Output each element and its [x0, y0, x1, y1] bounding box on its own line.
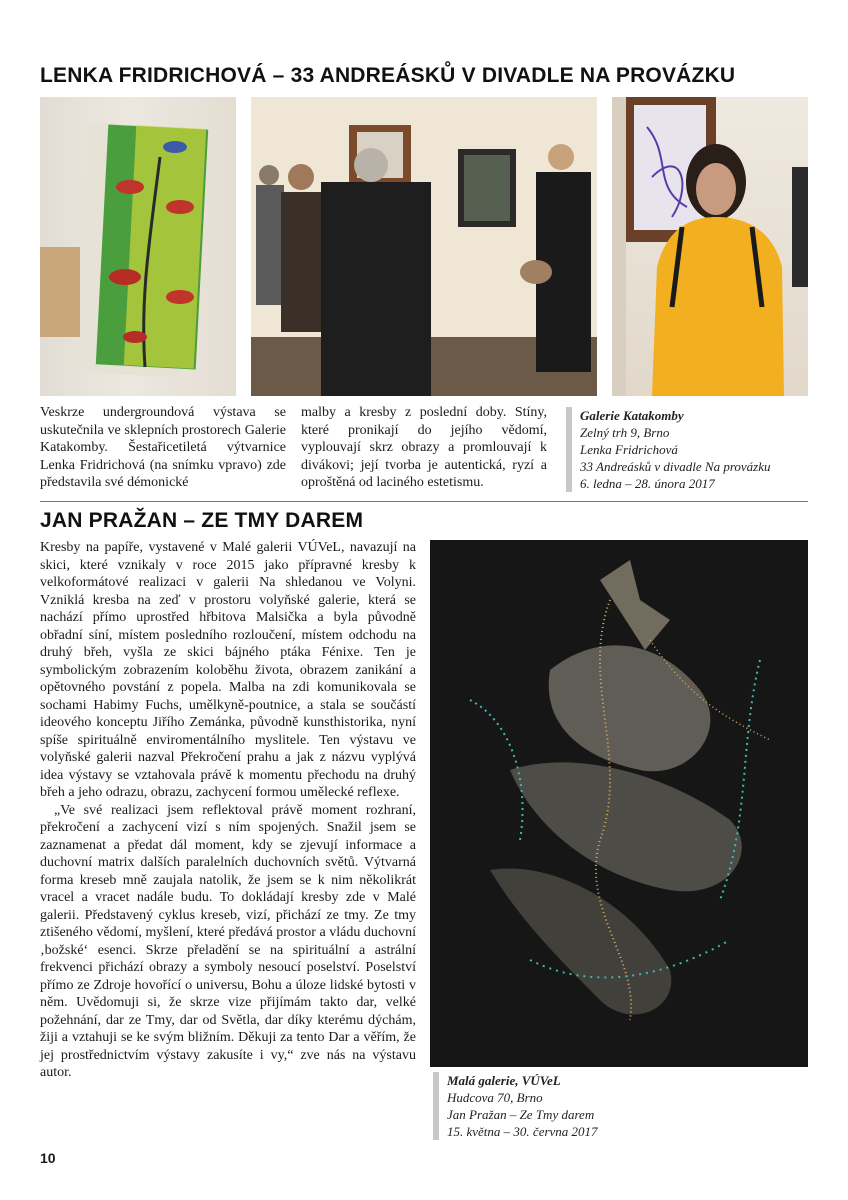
photo-phoenix-artwork	[430, 540, 808, 1067]
info-exhibition-title: 33 Andreásků v divadle Na provázku	[580, 459, 771, 474]
page-number: 10	[40, 1150, 56, 1166]
info-exhibition-title: Jan Pražan – Ze Tmy darem	[447, 1107, 595, 1122]
info-gallery-name: Malá galerie, VÚVeL	[447, 1073, 561, 1088]
info-artist: Lenka Fridrichová	[580, 442, 678, 457]
photo-artist-yellow-jacket	[612, 97, 808, 396]
info-address: Hudcova 70, Brno	[447, 1090, 543, 1105]
section-divider	[40, 501, 808, 502]
article1-text-column-2: malby a kresby z poslední doby. Stíny, které pronikají do jejího vědomí, vyplouvají skrz obrazy a promlouvají k divákovi; její tvorba je autentická, ryzí a oproštěná od laciného estetismu.	[301, 405, 547, 490]
article2-paragraph-2: „Ve své realizaci jsem reflektoval právě moment rozhraní, překročení a zachycení vizí s ním spojených. Snažil jsem se zaznamenat a předat dál moment, kdy se zjevují informace a duchovní matrix dalších paralelních duchovních světů. Výtvarná forma kreseb mně zaujala natolik, že jsem se k nim několikrát vracel a vracet nadále budu. To dokládají kresby zde v Malé galerii. Představený cyklus kreseb, vizí, přichází ze tmy. Ze tmy ztišeného vědomí, myšlení, které předává prostor a vládu duchovní ‚božské‘ esenci. Skrze přeladění se na spirituální a astrální frekvenci přichází obrazy a symboly nesoucí poselství. Poselství přímo ze Zdroje hovořící o universu, Bohu a úloze lidské bytosti v něm. Uvědomuji si, že skrze vize přijímám takto dar, velké požehnání, dar ze Tmy, dar od Světla, dar díky kterému dýchám, žiji a vztahuji se ke svým bližním. Děkuji za tento Dar a věřím, že jej prostřednictvím výstavy zakusíte i vy,“ zve nás na výstavu autor.	[40, 802, 416, 1080]
article-title-jan-prazan: JAN PRAŽAN – ZE TMY DAREM	[40, 509, 364, 532]
article-title-lenka-fridrichova: LENKA FRIDRICHOVÁ – 33 ANDREÁSKŮ V DIVADLE NA PROVÁZKU	[40, 64, 736, 87]
exhibition-info-box-katakomby	[566, 407, 820, 492]
exhibition-info-box-vuvel	[433, 1072, 819, 1140]
info-address: Zelný trh 9, Brno	[580, 425, 670, 440]
info-gallery-name: Galerie Katakomby	[580, 408, 684, 423]
article1-text-column-1: Veskrze undergroundová výstava se uskutečnila ve sklepních prostorech Galerie Katakomby. Šestařicetiletá výtvarnice Lenka Fridrichová (na snímku vpravo) zde představila své démonické	[40, 405, 286, 490]
article2-text-body	[40, 539, 416, 1082]
photo-gallery-visitors	[251, 97, 597, 396]
photo-painting-on-wall	[40, 97, 236, 396]
article2-paragraph-1: Kresby na papíře, vystavené v Malé galerii VÚVeL, navazují na skici, které vznikaly v roce 2015 jako přípravné kresby k velkoformátové realizaci v galerii Na shledanou ve Volyni. Vzniklá kresba na zeď v prostoru volyňské galerie, která se nachází přímo uprostřed hřbitova Malsička a byla původně obřadní síní, místem posledního rozloučení, místem odchodu na druhý břeh, vyšla ze skici bájného ptáka Fénixe. Ten je symbolickým zobrazením koloběhu života, obrazem zanikání a opětovného povstání z popela. Malba na zdi komunikovala se sochami Habimy Fuchs, umělkyně-poutnice, a stala se součástí ideového konceptu Jiřího Zemánka, původně kunsthistorika, nyní spíše spirituálně enviromentálního myslitele. Ten výstavu ve volyňské galerii nazval Překročení prahu a jak z názvu vyplývá idea výstavy se vztahovala právě k momentu přechodu na druhý břeh a jeho odrazu, obrazu, zachycení formou umělecké reflexe.	[40, 540, 416, 800]
info-dates: 6. ledna – 28. února 2017	[580, 476, 715, 491]
info-dates: 15. května – 30. června 2017	[447, 1124, 598, 1139]
